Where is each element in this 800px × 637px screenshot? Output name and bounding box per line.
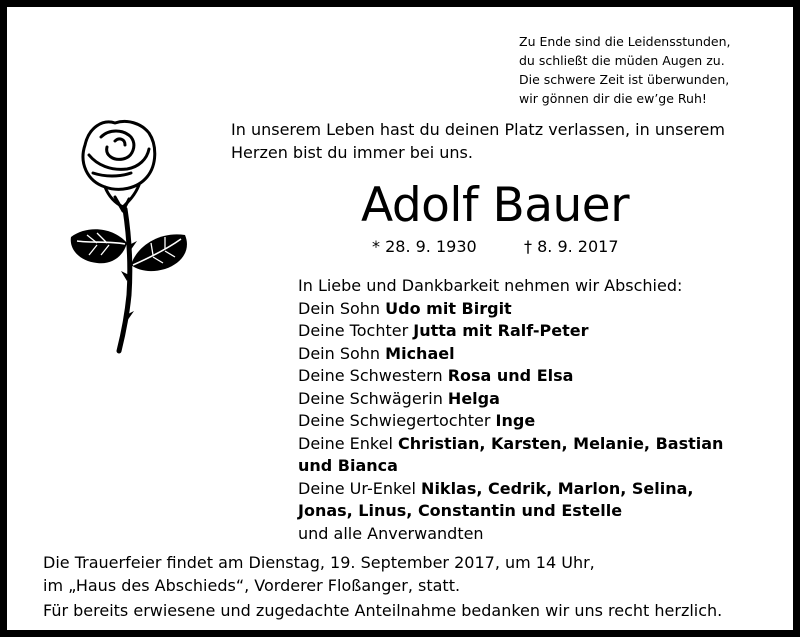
poem-line: Die schwere Zeit ist überwunden,	[519, 72, 730, 87]
mourner-names: Rosa und Elsa	[447, 366, 574, 385]
mourner-line	[298, 320, 723, 343]
mourner-names: Jonas, Linus, Constantin und Estelle	[298, 501, 623, 520]
mourners-list	[298, 275, 723, 545]
deceased-name: Adolf Bauer	[361, 178, 630, 233]
footer	[43, 552, 722, 623]
mourner-line	[298, 410, 723, 433]
mourner-line	[298, 433, 723, 456]
poem-line: du schließt die müden Augen zu.	[519, 53, 725, 68]
intro-line: Herzen bist du immer bei uns.	[231, 143, 473, 162]
poem	[519, 32, 731, 108]
mourner-line	[298, 343, 723, 366]
mourner-names: Niklas, Cedrik, Marlon, Selina,	[421, 478, 694, 498]
mourner-names: Jutta mit Ralf-Peter	[413, 321, 589, 340]
mourner-line	[298, 478, 723, 501]
relation: Deine Enkel	[298, 433, 398, 453]
mourner-names: Christian, Karsten, Melanie, Bastian	[398, 433, 724, 453]
mourner-line	[298, 455, 723, 478]
relation: Deine Schwiegertochter	[298, 411, 496, 430]
mourner-names: Helga	[447, 388, 500, 408]
mourner-line	[298, 388, 723, 411]
relation: Deine Schwestern	[298, 366, 448, 385]
closing-line: und alle Anverwandten	[298, 523, 484, 543]
mourner-line	[298, 500, 723, 523]
mourner-line	[298, 365, 723, 388]
relation: Deine Ur-Enkel	[298, 478, 422, 498]
relation: Deine Tochter	[298, 321, 414, 340]
intro-line: In unserem Leben hast du deinen Platz verlassen, in unserem	[231, 120, 725, 139]
mourner-names: und Bianca	[298, 456, 398, 475]
mourner-line	[298, 298, 723, 321]
poem-line: wir gönnen dir die ew’ge Ruh!	[519, 91, 707, 106]
relation: Deine Schwägerin	[298, 388, 448, 408]
thanks-line: Für bereits erwiesene und zugedachte Anteilnahme bedanken wir uns recht herzlich.	[43, 601, 723, 620]
service-line: Die Trauerfeier findet am Dienstag, 19. September 2017, um 14 Uhr,	[43, 553, 595, 572]
mourner-names: Udo mit Birgit	[385, 298, 512, 318]
mourner-names: Michael	[385, 343, 455, 363]
farewell-line: In Liebe und Dankbarkeit nehmen wir Abschied:	[298, 276, 683, 295]
relation: Dein Sohn	[298, 298, 386, 318]
birth-date: * 28. 9. 1930	[372, 237, 477, 256]
mourner-names: Inge	[495, 411, 536, 430]
poem-line: Zu Ende sind die Leidensstunden,	[519, 34, 731, 49]
service-line: im „Haus des Abschieds“, Vorderer Floßanger, statt.	[43, 575, 461, 595]
rose-icon	[57, 115, 207, 355]
death-date: † 8. 9. 2017	[524, 237, 619, 256]
intro-text	[231, 118, 725, 164]
relation: Dein Sohn	[298, 343, 386, 363]
